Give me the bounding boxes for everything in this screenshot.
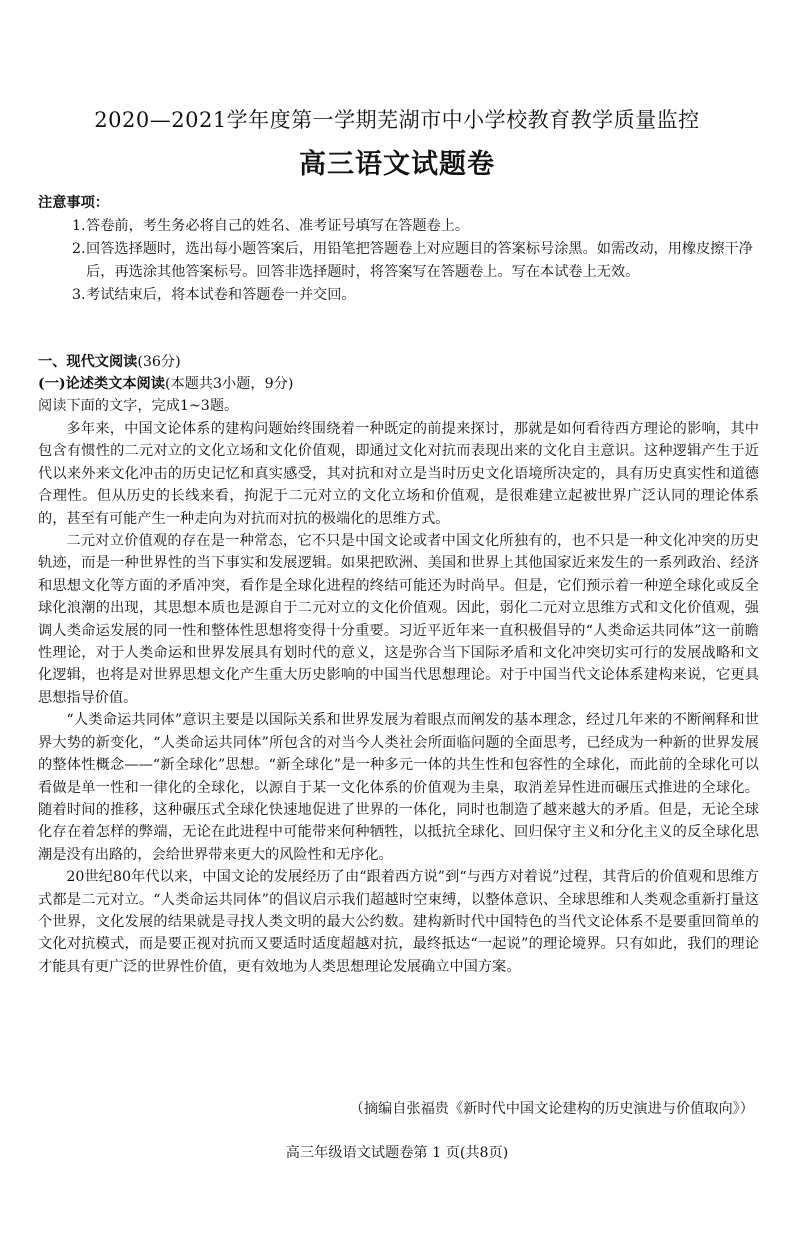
- passage-source: （摘编自张福贵《新时代中国文论建构的历史演进与价值取向》）: [349, 1101, 754, 1117]
- reading-passage: [38, 418, 759, 978]
- subsection-heading: [38, 373, 760, 395]
- passage-paragraph: 二元对立价值观的存在是一种常态，它不只是中国文论或者中国文化所独有的，也不只是一种文化冲突的历史轨迹，而是一种世界性的当下事实和发展逻辑。如果把欧洲、美国和世界上其他国家近来发生的一系列政治、经济和思想文化等方面的矛盾冲突，看作是全球化进程的终结可能还为时尚早。但是，它们预示着一种逆全球化或反全球化浪潮的出现，其思想本质也是源自于二元对立的文化价值观。因此，弱化二元对立思维方式和文化价值观，强调人类命运发展的同一性和整体性思想将变得十分重要。习近平近年来一直积极倡导的“人类命运共同体”这一前瞻性理论，对于人类命运和世界发展具有划时代的意义，这是弥合当下国际矛盾和文化冲突切实可行的发展战略和文化逻辑，也将是对世界思想文化产生重大历史影响的中国当代思想理论。对于中国当代文论体系建构来说，它更具思想指导价值。: [38, 533, 759, 706]
- notice-item-number: 2.: [72, 241, 86, 257]
- notice-item-text: 答卷前，考生务必将自己的姓名、准考证号填写在答题卷上。: [86, 218, 470, 234]
- part-title: 一、现代文阅读: [38, 354, 138, 370]
- notice-block: [38, 192, 768, 307]
- notice-list: [38, 215, 768, 307]
- passage-paragraph: 20世纪80年代以来，中国文论的发展经历了由“跟着西方说”到“与西方对着说”过程，其背后的价值观和思维方式都是二元对立。“人类命运共同体”的倡议启示我们超越时空束缚，以整体意识、全球思维和人类观念重新打量这个世界，文化发展的结果就是寻找人类文明的最大公约数。建构新时代中国特色的当代文论体系不是要重回简单的文化对抗模式，而是要正视对抗而又要适时适度超越对抗，最终抵达“一起说”的理论境界。只有如此，我们的理论才能具有更广泛的世界性价值，更有效地为人类思想理论发展确立中国方案。: [38, 869, 759, 975]
- notice-item-text: 回答选择题时，选出每小题答案后，用铅笔把答题卷上对应题目的答案标号涂黑。如需改动，用橡皮擦干净后，再选涂其他答案标号。回答非选择题时，将答案写在答题卷上。写在本试卷上无效。: [86, 241, 753, 280]
- notice-item-number: 1.: [72, 218, 86, 234]
- notice-item: [38, 215, 768, 238]
- notice-item: [38, 238, 768, 284]
- reading-instruction: 阅读下面的文字，完成1~3题。: [38, 398, 239, 414]
- exam-subtitle: 高三语文试题卷: [299, 149, 495, 180]
- passage-paragraph: 多年来，中国文论体系的建构问题始终围绕着一种既定的前提来探讨，那就是如何看待西方理论的影响，其中包含有惯性的二元对立的文化立场和文化价值观，即通过文化对抗而表现出来的文化自主意识。这种逻辑产生于近代以来外来文化冲击的历史记忆和真实感受，其对抗和对立是当时历史文化语境所决定的，具有历史真实性和道德合理性。但从历史的长线来看，拘泥于二元对立的文化立场和价值观，是很难建立起被世界广泛认同的理论体系的，甚至有可能产生一种走向为对抗而对抗的极端化的思维方式。: [38, 421, 759, 527]
- part-score: (36分): [137, 354, 181, 370]
- notice-heading: 注意事项：: [38, 195, 109, 211]
- exam-title: 2020—2021学年度第一学期芜湖市中小学校教育教学质量监控: [94, 108, 700, 132]
- notice-item-text: 考试结束后，将本试卷和答题卷一并交回。: [86, 287, 356, 303]
- subsection-title: (一)论述类文本阅读: [38, 376, 165, 392]
- notice-item: [38, 284, 768, 307]
- passage-paragraph: “人类命运共同体”意识主要是以国际关系和世界发展为着眼点而阐发的基本理念，经过几年来的不断阐释和世界大势的新变化，“人类命运共同体”所包含的对当今人类社会所面临问题的全面思考，已经成为一种新的世界发展的整体性概念——“新全球化”思想。“新全球化”是一种多元一体的共生性和包容性的全球化，而此前的全球化可以看做是单一性和一律化的全球化，以源自于某一文化体系的价值观为圭臬，取消差异性进而碾压式推进的全球化。随着时间的推移，这种碾压式全球化快速地促进了世界的一体化，同时也制造了越来越大的矛盾。但是，无论全球化存在着怎样的弊端，无论在此进程中可能带来何种牺牲，以抵抗全球化、回归保守主义和分化主义的反全球化思潮是没有出路的，会给世界带来更大的风险性和无序化。: [38, 712, 759, 863]
- page-footer: 高三年级语文试题卷第 1 页(共8页): [285, 1145, 509, 1161]
- part-heading: [38, 351, 760, 373]
- notice-item-number: 3.: [72, 287, 86, 303]
- subsection-note: (本题共3小题，9分): [164, 376, 294, 392]
